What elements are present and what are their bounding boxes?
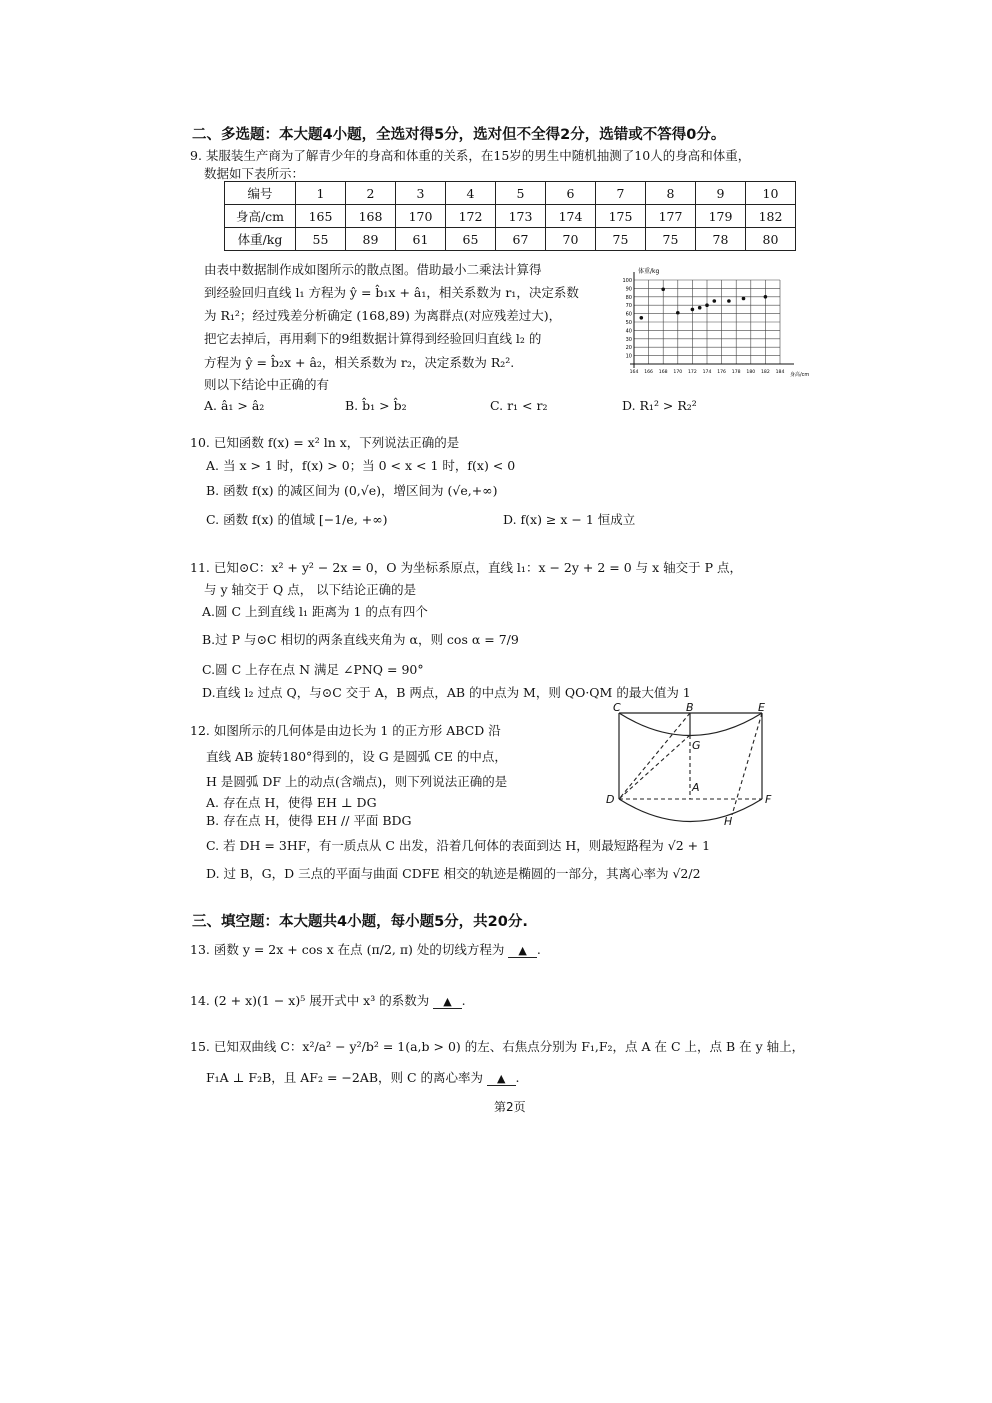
- table-cell: 67: [496, 228, 546, 251]
- y-tick-label: 50: [625, 320, 632, 326]
- data-point: [764, 295, 768, 299]
- scatter-axes: [630, 272, 794, 368]
- q10-option-a: A. 当 x > 1 时，f(x) > 0；当 0 < x < 1 时，f(x) < 0: [206, 458, 516, 473]
- table-cell: 170: [396, 205, 446, 228]
- label-a: A: [692, 781, 700, 794]
- q12-option-a: A. 存在点 H，使得 EH ⊥ DG: [206, 795, 377, 810]
- q12-stem-line3: H 是圆弧 DF 上的动点(含端点)，则下列说法正确的是: [206, 774, 508, 789]
- x-tick-label: 178: [731, 370, 741, 375]
- table-cell: 177: [646, 205, 696, 228]
- q14-end: .: [461, 993, 466, 1008]
- q9-text-1: 由表中数据制作成如图所示的散点图。借助最小二乘法计算得: [204, 262, 542, 277]
- table-cell: 78: [696, 228, 746, 251]
- x-tick-label: 184: [775, 370, 785, 375]
- q11-option-a: A.圆 C 上到直线 l₁ 距离为 1 的点有四个: [202, 604, 428, 619]
- q13-text: 13. 函数 y = 2x + cos x 在点 (π/2, π) 处的切线方程为: [190, 942, 505, 957]
- y-tick-label: 20: [625, 345, 632, 352]
- q9-option-d: D. R₁² > R₂²: [622, 398, 697, 413]
- label-d: D: [606, 793, 615, 806]
- data-point: [640, 316, 644, 320]
- x-tick-label: 180: [746, 370, 756, 375]
- table-cell: 1: [296, 182, 346, 205]
- table-cell: 175: [596, 205, 646, 228]
- table-cell: 5: [496, 182, 546, 205]
- table-cell: 6: [546, 182, 596, 205]
- q14-text: 14. (2 + x)(1 − x)⁵ 展开式中 x³ 的系数为: [190, 993, 430, 1008]
- q14: [190, 991, 466, 1009]
- q13-end: .: [536, 942, 541, 957]
- q15-answer-blank[interactable]: [487, 1070, 515, 1086]
- table-cell: 168: [346, 205, 396, 228]
- table-cell: 182: [746, 205, 796, 228]
- table-cell: 61: [396, 228, 446, 251]
- q12-option-d: D. 过 B，G，D 三点的平面与曲面 CDFE 相交的轨迹是椭圆的一部分，其离心率为 √2/2: [206, 866, 701, 881]
- q9-option-a: A. â₁ > â₂: [204, 398, 265, 413]
- q9-text-4: 把它去掉后，再用剩下的9组数据计算得到经验回归直线 l₂ 的: [204, 331, 542, 346]
- table-cell: 65: [446, 228, 496, 251]
- triangle-icon: ▲: [443, 995, 452, 1008]
- data-point: [705, 303, 709, 307]
- scatter-x-label: 身高/cm: [790, 372, 810, 378]
- scatter-plot: [612, 262, 822, 382]
- q11-stem-line2: 与 y 轴交于 Q 点， 以下结论正确的是: [204, 582, 417, 597]
- q12-option-b: B. 存在点 H，使得 EH // 平面 BDG: [206, 813, 412, 828]
- x-tick-label: 172: [688, 370, 697, 375]
- table-cell: 9: [696, 182, 746, 205]
- table-cell: 55: [296, 228, 346, 251]
- q9-option-b: B. b̂₁ > b̂₂: [345, 398, 407, 413]
- y-tick-label: 10: [625, 353, 632, 360]
- triangle-icon: ▲: [497, 1072, 506, 1085]
- q10-option-d: D. f(x) ≥ x − 1 恒成立: [503, 512, 636, 527]
- q11-stem-line1: 11. 已知⊙C：x² + y² − 2x = 0，O 为坐标系原点，直线 l₁：x − 2y + 2 = 0 与 x 轴交于 P 点，: [190, 560, 743, 575]
- table-row: [225, 228, 796, 251]
- y-tick-label: 80: [625, 294, 632, 301]
- q11-option-d: D.直线 l₂ 过点 Q，与⊙C 交于 A，B 两点，AB 的中点为 M，则 QO·QM 的最大值为 1: [202, 685, 691, 700]
- q9-text-3: 为 R₁²；经过残差分析确定 (168,89) 为离群点(对应残差过大)，: [204, 308, 562, 323]
- table-cell: 75: [646, 228, 696, 251]
- q15-end: .: [515, 1070, 520, 1085]
- x-tick-label: 168: [658, 370, 668, 375]
- scatter-points: [640, 287, 768, 319]
- table-cell: 10: [746, 182, 796, 205]
- table-cell: 80: [746, 228, 796, 251]
- x-tick-label: 182: [761, 370, 770, 375]
- table-cell: 3: [396, 182, 446, 205]
- data-point: [676, 311, 680, 315]
- y-tick-label: 90: [625, 286, 632, 293]
- label-h: H: [724, 815, 733, 827]
- q9-option-c: C. r₁ < r₂: [490, 398, 548, 413]
- geometry-figure: [604, 702, 784, 827]
- y-tick-label: 70: [625, 303, 632, 310]
- data-point: [727, 299, 731, 303]
- label-g: G: [692, 739, 701, 752]
- q9-stem-line2: 数据如下表所示：: [204, 166, 305, 181]
- x-tick-label: 164: [629, 370, 639, 375]
- x-tick-label: 166: [644, 370, 653, 375]
- data-point: [661, 287, 665, 291]
- q10-stem: 10. 已知函数 f(x) = x² ln x，下列说法正确的是: [190, 435, 460, 450]
- scatter-y-ticks: [622, 278, 632, 360]
- table-cell: 4: [446, 182, 496, 205]
- q12-option-c: C. 若 DH = 3HF，有一质点从 C 出发，沿着几何体的表面到达 H，则最短路程为 √2 + 1: [206, 838, 711, 853]
- q10-option-b: B. 函数 f(x) 的减区间为 (0,√e)，增区间为 (√e,+∞): [206, 483, 498, 498]
- data-point: [691, 308, 695, 312]
- q11-option-c: C.圆 C 上存在点 N 满足 ∠PNQ = 90°: [202, 662, 424, 677]
- q9-stem-line1: 9. 某服装生产商为了解青少年的身高和体重的关系，在15岁的男生中随机抽测了10人的身高和体重，: [190, 148, 751, 163]
- data-point: [698, 306, 702, 310]
- table-cell: 173: [496, 205, 546, 228]
- scatter-y-label: 体重/kg: [638, 268, 660, 275]
- table-cell: 2: [346, 182, 396, 205]
- table-cell: 89: [346, 228, 396, 251]
- section-2-title: 二、多选题：本大题4小题，全选对得5分，选对但不全得2分，选错或不答得0分。: [192, 127, 726, 143]
- q11-option-b: B.过 P 与⊙C 相切的两条直线夹角为 α，则 cos α = 7/9: [202, 632, 519, 647]
- q15-line1: 15. 已知双曲线 C：x²/a² − y²/b² = 1(a,b > 0) 的左、右焦点分别为 F₁,F₂，点 A 在 C 上，点 B 在 y 轴上，: [190, 1039, 805, 1054]
- q14-answer-blank[interactable]: [433, 993, 461, 1009]
- x-tick-label: 170: [673, 370, 683, 375]
- scatter-x-ticks: [630, 369, 785, 375]
- q13-answer-blank[interactable]: [508, 942, 536, 958]
- label-b: B: [686, 702, 694, 714]
- section-3-title: 三、填空题：本大题共4小题，每小题5分，共20分.: [192, 914, 528, 930]
- scatter-grid: [634, 280, 780, 364]
- q10-option-c: C. 函数 f(x) 的值域 [−1/e, +∞): [206, 512, 388, 527]
- y-tick-label: 60: [625, 311, 632, 318]
- q9-text-2: 到经验回归直线 l₁ 方程为 ŷ = b̂₁x + â₁，相关系数为 r₁，决定系数: [204, 285, 579, 300]
- table-cell: 8: [646, 182, 696, 205]
- table-cell: 174: [546, 205, 596, 228]
- q9-text-6: 则以下结论中正确的有: [204, 377, 330, 392]
- page-number: 第2页: [494, 1100, 526, 1114]
- q9-text-5: 方程为 ŷ = b̂₂x + â₂，相关系数为 r₂，决定系数为 R₂².: [204, 355, 515, 370]
- label-f: F: [765, 793, 772, 806]
- table-cell: 75: [596, 228, 646, 251]
- table-row: [225, 205, 796, 228]
- label-c: C: [613, 702, 621, 714]
- table-cell: 7: [596, 182, 646, 205]
- table-cell: 70: [546, 228, 596, 251]
- x-tick-label: 176: [717, 370, 726, 375]
- table-cell: 179: [696, 205, 746, 228]
- y-tick-label: 40: [625, 328, 632, 335]
- triangle-icon: ▲: [518, 944, 527, 957]
- table-cell: 165: [296, 205, 346, 228]
- q15-line2: [206, 1068, 519, 1086]
- table-cell: 172: [446, 205, 496, 228]
- table-cell: 身高/cm: [225, 205, 296, 228]
- data-point: [742, 297, 746, 301]
- table-row: [225, 182, 796, 205]
- y-tick-label: 30: [625, 336, 632, 343]
- table-cell: 体重/kg: [225, 228, 296, 251]
- q12-stem-line2: 直线 AB 旋转180°得到的，设 G 是圆弧 CE 的中点，: [206, 749, 507, 764]
- x-tick-label: 174: [702, 370, 712, 375]
- label-e: E: [758, 702, 765, 714]
- y-tick-label: 100: [622, 278, 632, 284]
- height-weight-table: [224, 181, 796, 251]
- q12-stem-line1: 12. 如图所示的几何体是由边长为 1 的正方形 ABCD 沿: [190, 723, 501, 738]
- q13: [190, 940, 541, 958]
- table-cell: 编号: [225, 182, 296, 205]
- data-point: [713, 299, 717, 303]
- q15-text: F₁A ⊥ F₂B，且 AF₂ = −2AB，则 C 的离心率为: [206, 1070, 484, 1085]
